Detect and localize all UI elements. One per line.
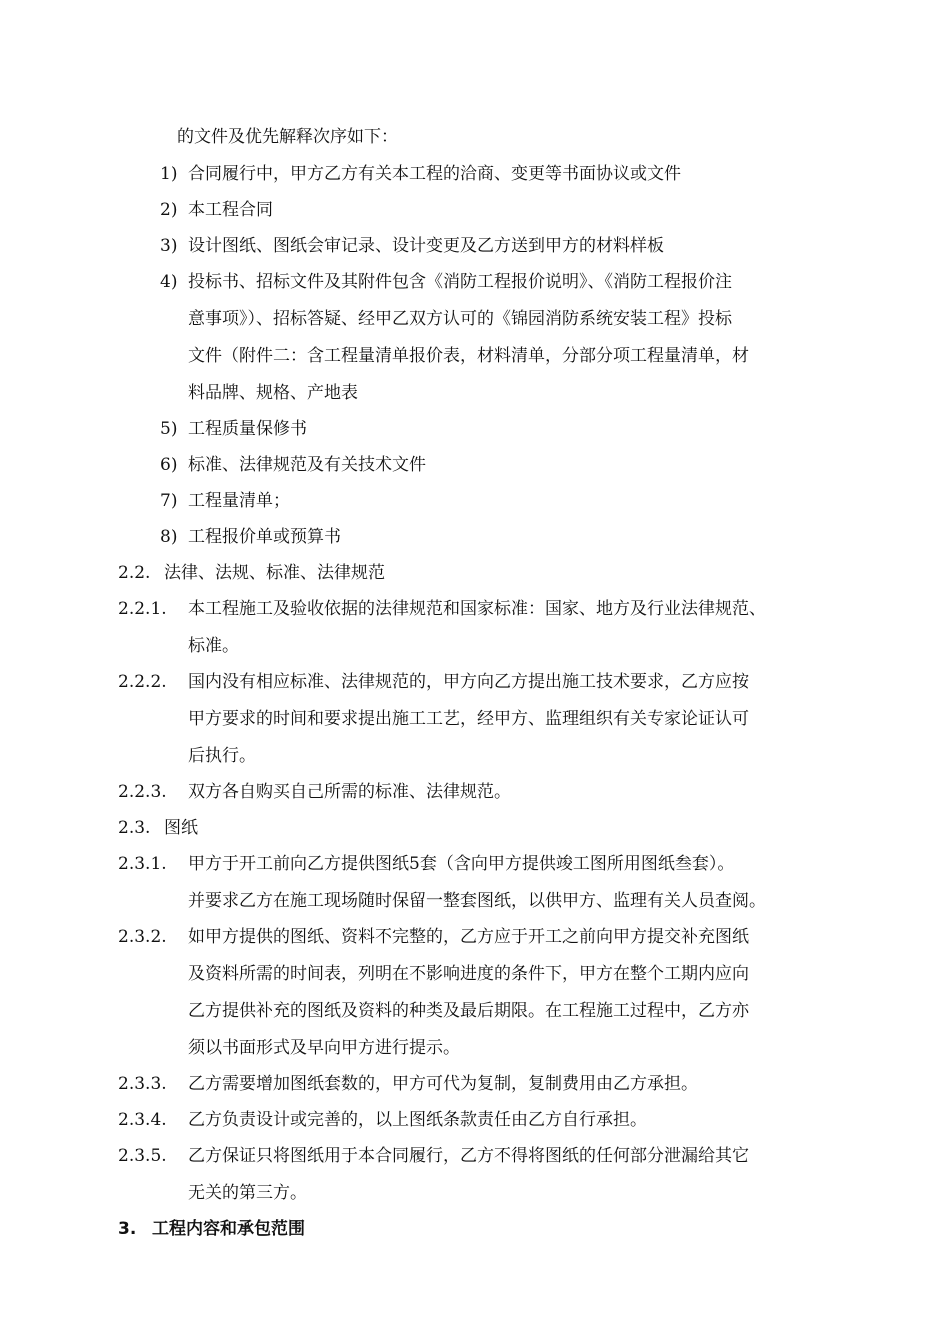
clause-number: 2.2.1. (118, 599, 167, 619)
clause-number: 2.3.3. (118, 1074, 167, 1094)
list-item-text: 合同履行中，甲方乙方有关本工程的洽商、变更等书面协议或文件 (188, 164, 681, 184)
clause-text: 乙方提供补充的图纸及资料的种类及最后期限。在工程施工过程中，乙方亦 (188, 1001, 749, 1021)
section-title: 法律、法规、标准、法律规范 (164, 563, 385, 583)
list-item-text: 标准、法律规范及有关技术文件 (188, 455, 426, 475)
list-item-text: 工程报价单或预算书 (188, 527, 341, 547)
list-item-number: 1) (160, 164, 178, 184)
list-item-number: 3) (160, 236, 178, 256)
clause-text: 甲方于开工前向乙方提供图纸5套（含向甲方提供竣工图所用图纸叁套）。 (188, 854, 735, 874)
list-item-number: 4) (160, 272, 178, 292)
list-item-text: 设计图纸、图纸会审记录、设计变更及乙方送到甲方的材料样板 (188, 236, 664, 256)
heading-number: 3. (118, 1219, 137, 1239)
clause-text: 如甲方提供的图纸、资料不完整的，乙方应于开工之前向甲方提交补充图纸 (188, 927, 749, 947)
clause-text: 及资料所需的时间表，列明在不影响进度的条件下，甲方在整个工期内应向 (188, 964, 749, 984)
list-item-text: 投标书、招标文件及其附件包含《消防工程报价说明》、《消防工程报价注 (188, 272, 732, 292)
section-title: 图纸 (164, 818, 198, 838)
clause-text: 乙方需要增加图纸套数的，甲方可代为复制，复制费用由乙方承担。 (188, 1074, 698, 1094)
section-number: 2.2. (118, 563, 151, 583)
clause-text: 本工程施工及验收依据的法律规范和国家标准：国家、地方及行业法律规范、 (188, 599, 766, 619)
section-number: 2.3. (118, 818, 151, 838)
list-item-text: 本工程合同 (188, 200, 273, 220)
heading-title: 工程内容和承包范围 (152, 1219, 305, 1239)
clause-text: 须以书面形式及早向甲方进行提示。 (188, 1038, 460, 1058)
clause-text: 乙方保证只将图纸用于本合同履行，乙方不得将图纸的任何部分泄漏给其它 (188, 1146, 749, 1166)
clause-text: 无关的第三方。 (188, 1183, 307, 1203)
clause-number: 2.3.1. (118, 854, 167, 874)
clause-number: 2.2.2. (118, 672, 167, 692)
clause-text: 乙方负责设计或完善的，以上图纸条款责任由乙方自行承担。 (188, 1110, 647, 1130)
clause-number: 2.3.2. (118, 927, 167, 947)
list-item-text: 文件（附件二：含工程量清单报价表，材料清单，分部分项工程量清单，材 (188, 346, 749, 366)
list-item-number: 8) (160, 527, 178, 547)
list-item-text: 工程量清单； (188, 491, 290, 511)
list-item-number: 5) (160, 419, 178, 439)
list-item-text: 意事项》）、招标答疑、经甲乙双方认可的《锦园消防系统安装工程》投标 (188, 309, 732, 329)
clause-number: 2.3.5. (118, 1146, 167, 1166)
list-item-number: 2) (160, 200, 178, 220)
intro-line: 的文件及优先解释次序如下： (177, 127, 398, 147)
clause-text: 甲方要求的时间和要求提出施工工艺，经甲方、监理组织有关专家论证认可 (188, 709, 749, 729)
clause-text: 国内没有相应标准、法律规范的，甲方向乙方提出施工技术要求，乙方应按 (188, 672, 749, 692)
clause-text: 后执行。 (188, 746, 256, 766)
list-item-number: 7) (160, 491, 178, 511)
clause-text: 并要求乙方在施工现场随时保留一整套图纸，以供甲方、监理有关人员查阅。 (188, 891, 766, 911)
list-item-text: 料品牌、规格、产地表 (188, 383, 358, 403)
clause-text: 双方各自购买自己所需的标准、法律规范。 (188, 782, 511, 802)
clause-number: 2.3.4. (118, 1110, 167, 1130)
list-item-number: 6) (160, 455, 178, 475)
list-item-text: 工程质量保修书 (188, 419, 307, 439)
clause-text: 标准。 (188, 636, 239, 656)
clause-number: 2.2.3. (118, 782, 167, 802)
